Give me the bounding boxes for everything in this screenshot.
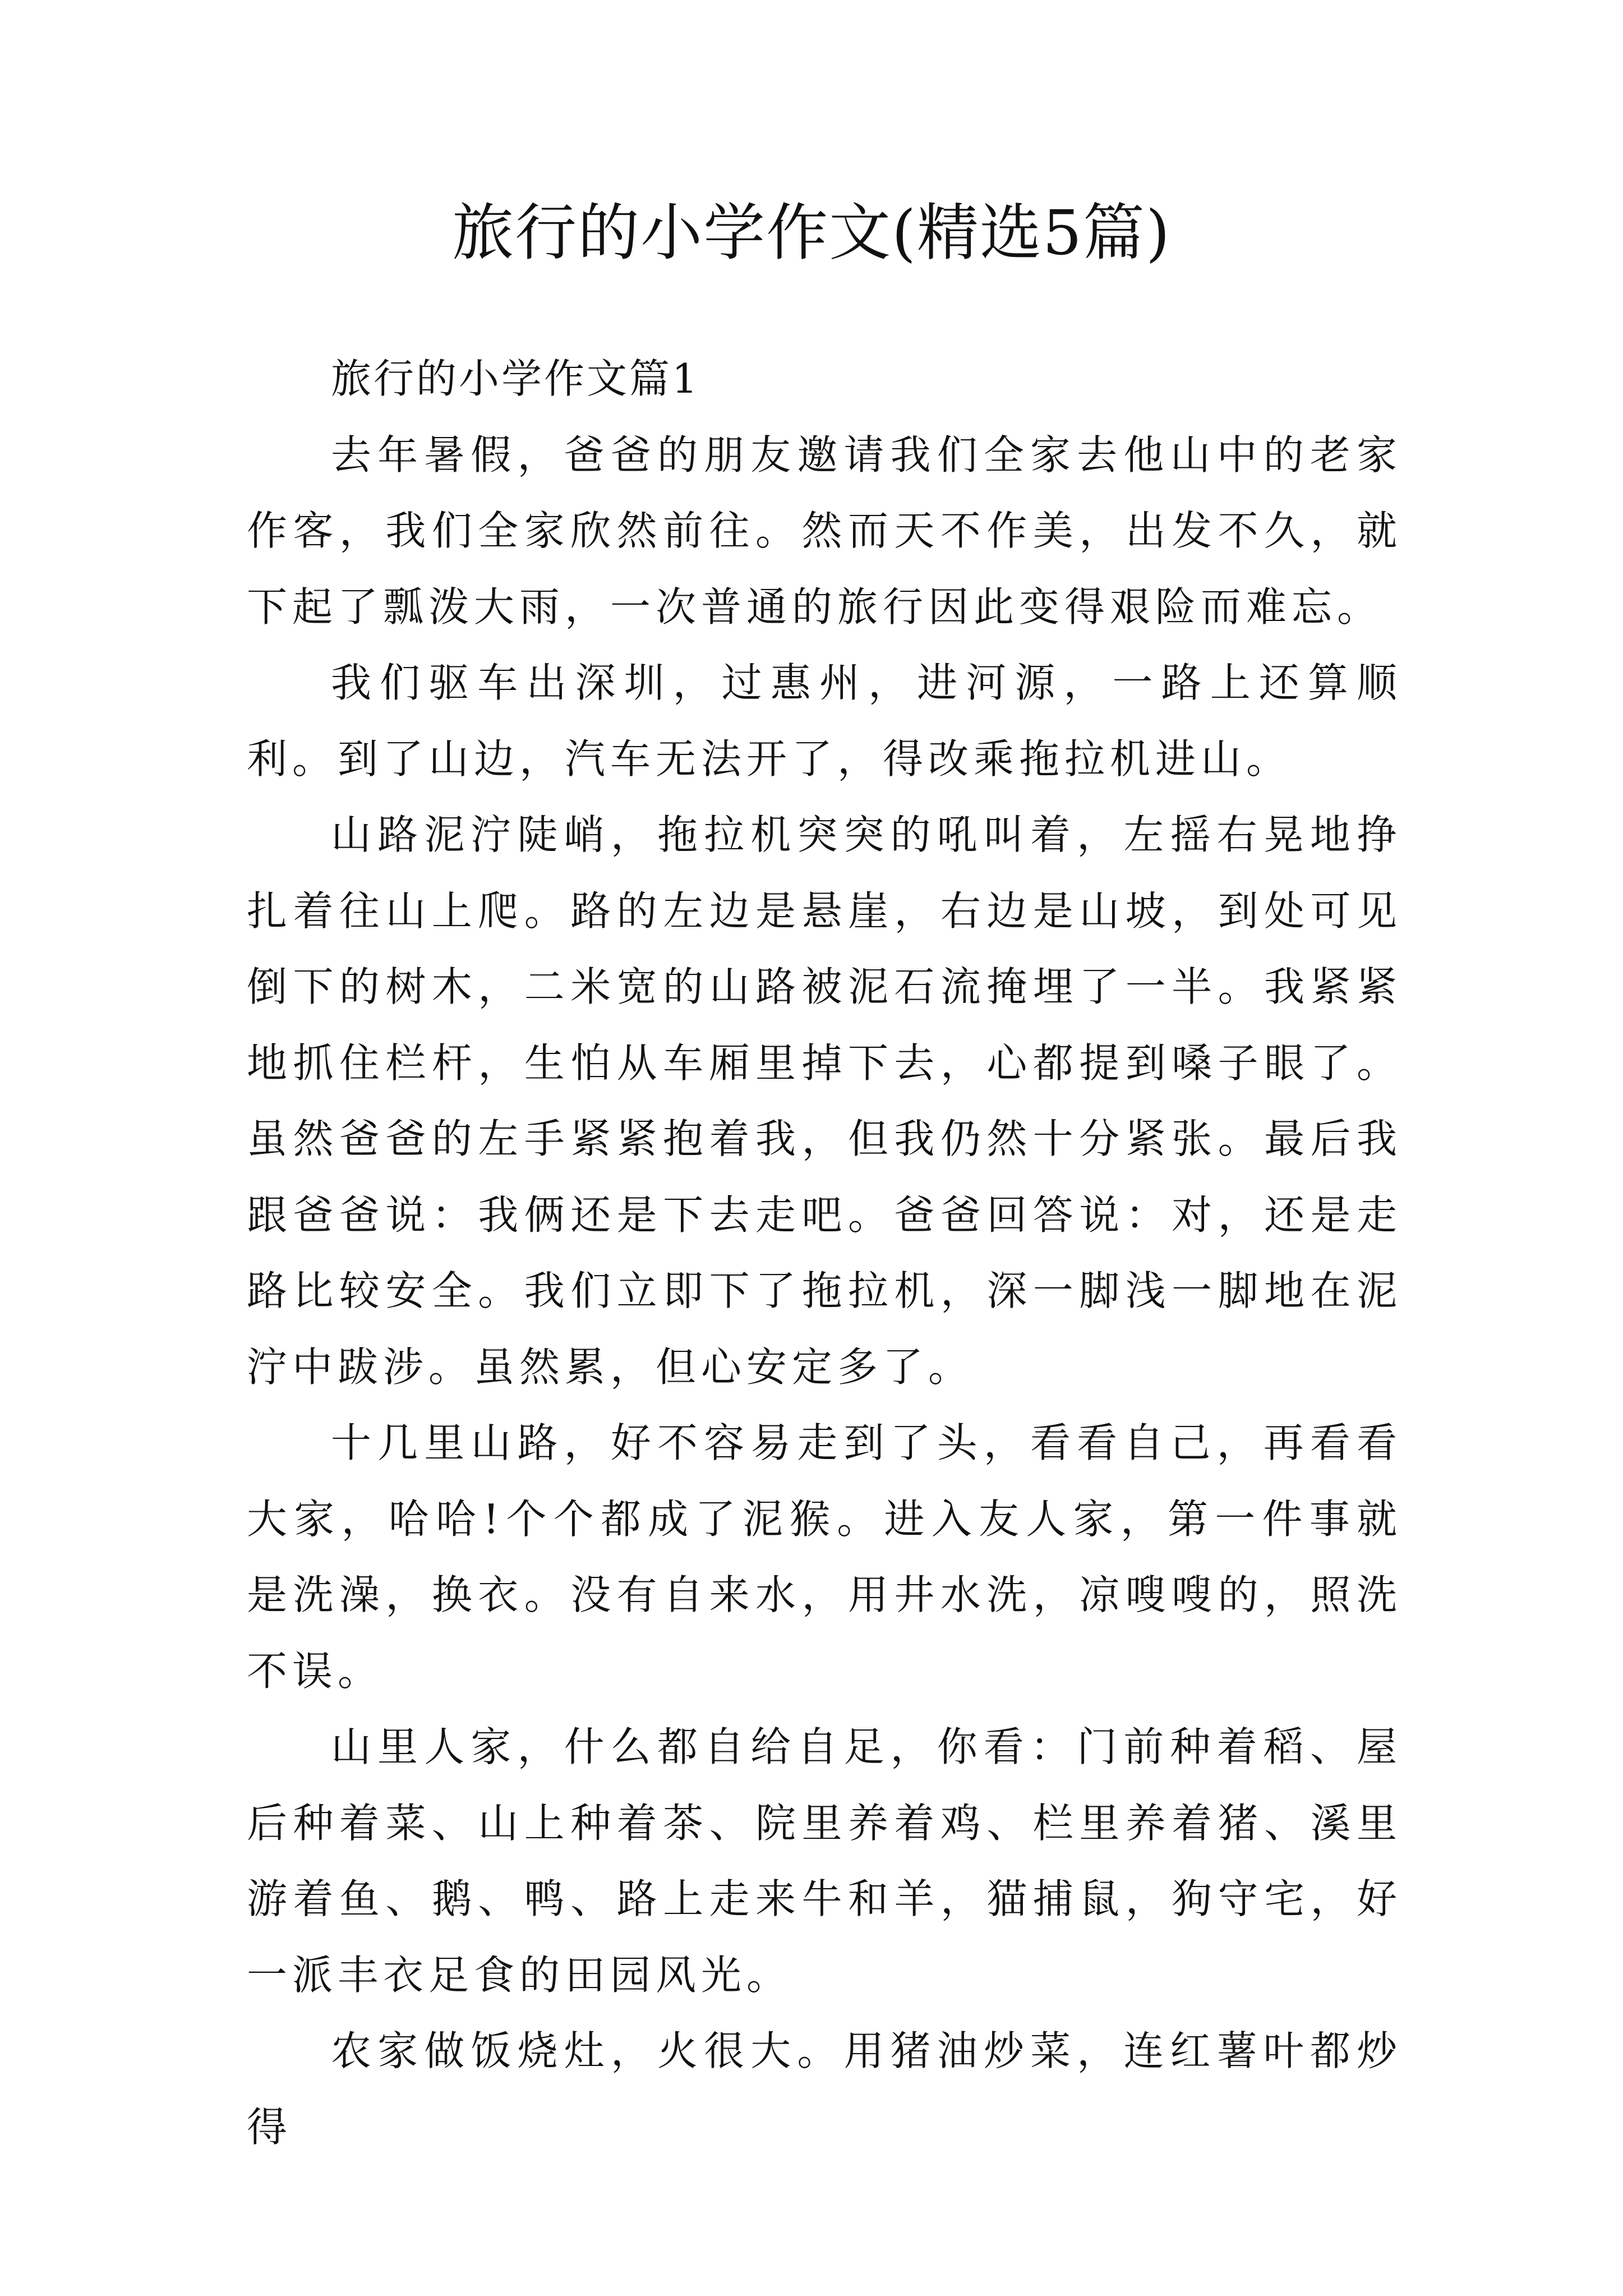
- document-title: 旅行的小学作文(精选5篇): [452, 197, 1171, 269]
- document-body: [247, 341, 1402, 2165]
- paragraph: 十几里山路，好不容易走到了头，看看自己，再看看大家，哈哈!个个都成了泥猴。进入友人家，第一件事就是洗澡，换衣。没有自来水，用井水洗，凉嗖嗖的，照洗不误。: [247, 1419, 1402, 1695]
- paragraph: 农家做饭烧灶，火很大。用猪油炒菜，连红薯叶都炒得: [247, 2027, 1402, 2151]
- paragraph: 去年暑假，爸爸的朋友邀请我们全家去他山中的老家作客，我们全家欣然前往。然而天不作美，出发不久，就下起了瓢泼大雨，一次普通的旅行因此变得艰险而难忘。: [247, 431, 1402, 631]
- section-heading: 旅行的小学作文篇1: [331, 355, 700, 402]
- paragraph: 山里人家，什么都自给自足，你看：门前种着稻、屋后种着菜、山上种着茶、院里养着鸡、栏里养着猪、溪里游着鱼、鹅、鸭、路上走来牛和羊，猫捕鼠，狗守宅，好一派丰衣足食的田园风光。: [247, 1723, 1402, 1999]
- paragraph: 我们驱车出深圳，过惠州，进河源，一路上还算顺利。到了山边，汽车无法开了，得改乘拖拉机进山。: [247, 659, 1402, 783]
- paragraph: 山路泥泞陡峭，拖拉机突突的吼叫着，左摇右晃地挣扎着往山上爬。路的左边是悬崖，右边是山坡，到处可见倒下的树木，二米宽的山路被泥石流掩埋了一半。我紧紧地抓住栏杆，生怕从车厢里掉下去，心都提到嗓子眼了。虽然爸爸的左手紧紧抱着我，但我仍然十分紧张。最后我跟爸爸说：我俩还是下去走吧。爸爸回答说：对，还是走路比较安全。我们立即下了拖拉机，深一脚浅一脚地在泥泞中跋涉。虽然累，但心安定多了。: [247, 811, 1402, 1391]
